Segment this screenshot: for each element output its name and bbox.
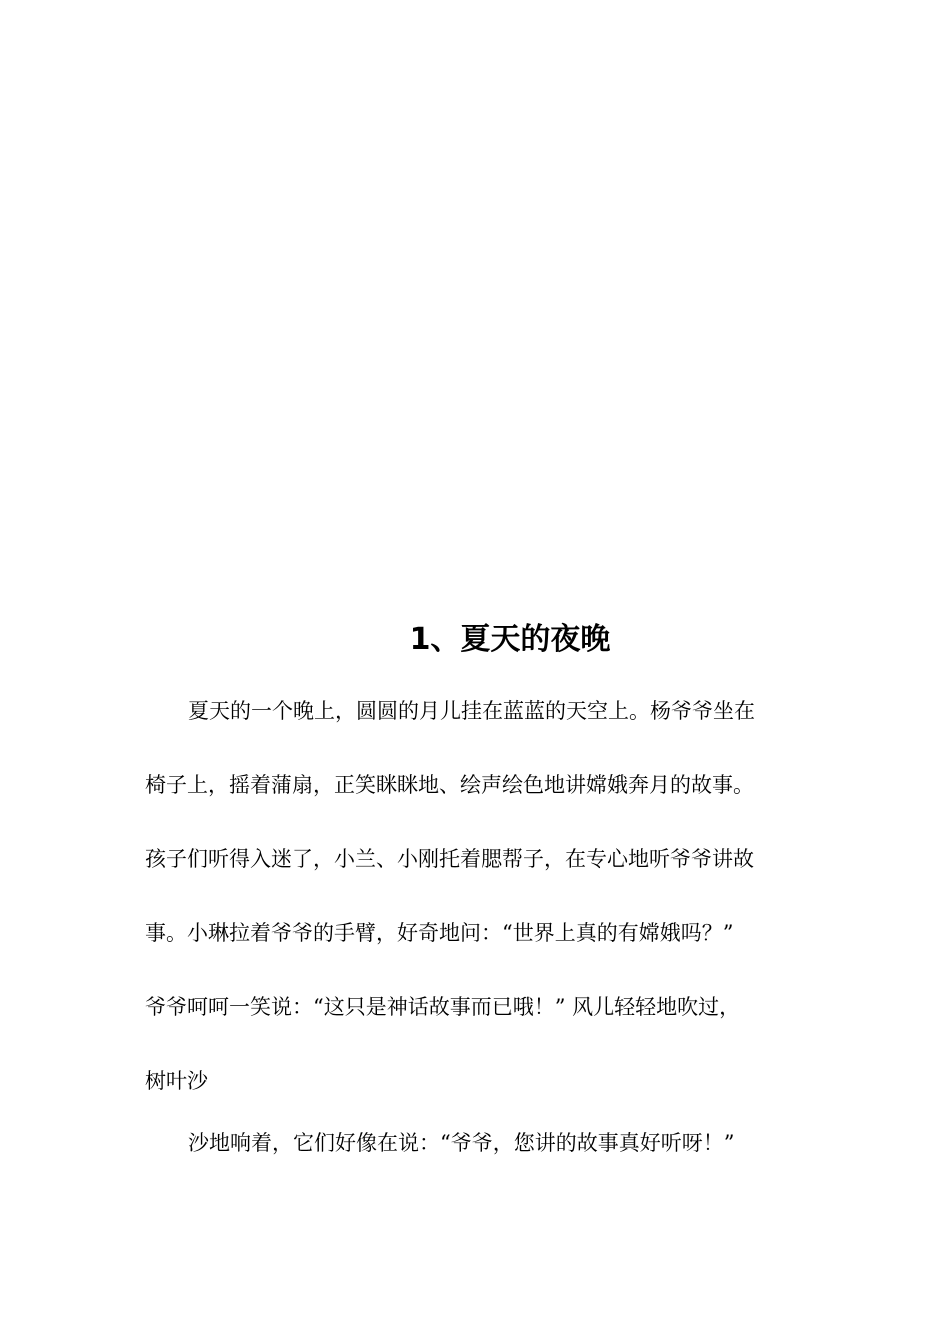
document-title: 1、夏天的夜晚 — [409, 622, 611, 657]
paragraph-line-7: 沙地响着，它们好像在说：“爷爷，您讲的故事真好听呀！” — [188, 1131, 735, 1155]
paragraph-line-2: 椅子上，摇着蒲扇，正笑眯眯地、绘声绘色地讲嫦娥奔月的故事。 — [145, 773, 754, 797]
paragraph-line-3: 孩子们听得入迷了，小兰、小刚托着腮帮子，在专心地听爷爷讲故 — [145, 847, 754, 871]
paragraph-line-4: 事。小琳拉着爷爷的手臂，好奇地问：“世界上真的有嫦娥吗？” — [145, 921, 734, 945]
paragraph-line-5: 爷爷呵呵一笑说：“这只是神话故事而已哦！” 风儿轻轻地吹过， — [145, 995, 741, 1019]
paragraph-line-1: 夏天的一个晚上，圆圆的月儿挂在蓝蓝的天空上。杨爷爷坐在 — [188, 699, 755, 723]
paragraph-line-6: 树叶沙 — [145, 1069, 208, 1093]
